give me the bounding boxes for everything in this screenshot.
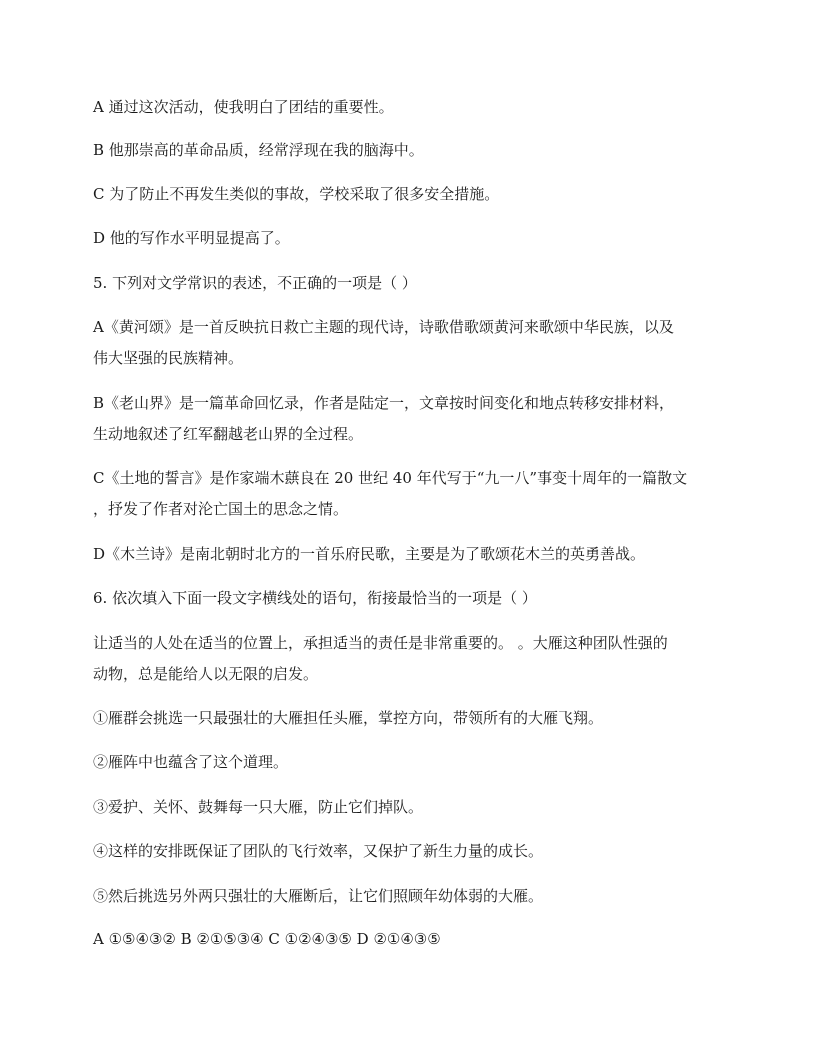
text-line: A《黄河颂》是一首反映抗日救亡主题的现代诗，诗歌借歌颂黄河来歌颂中华民族，以及 xyxy=(93,318,674,336)
text-line: B 他那崇高的革命品质，经常浮现在我的脑海中。 xyxy=(93,141,424,159)
q4-option-d xyxy=(93,223,733,254)
text-line: 生动地叙述了红军翻越老山界的全过程。 xyxy=(93,425,364,443)
text-line: D 他的写作水平明显提高了。 xyxy=(93,229,290,247)
text-line: D《木兰诗》是南北朝时北方的一首乐府民歌，主要是为了歌颂花木兰的英勇善战。 xyxy=(93,545,646,563)
q4-option-a xyxy=(93,92,733,123)
text-line: A ①⑤④③② B ②①⑤③④ C ①②④③⑤ D ②①④③⑤ xyxy=(93,930,441,948)
text-line: C《土地的誓言》是作家端木蕻良在 20 世纪 40 年代写于“九一八”事变十周年的一篇散文 xyxy=(93,469,688,487)
text-line: ⑤然后挑选另外两只强壮的大雁断后，让它们照顾年幼体弱的大雁。 xyxy=(93,887,544,905)
text-line: 让适当的人处在适当的位置上，承担适当的责任是非常重要的。 。大雁这种团队性强的 xyxy=(93,634,668,652)
q4-option-c xyxy=(93,179,733,210)
text-line: 6. 依次填入下面一段文字横线处的语句，衔接最恰当的一项是（ ） xyxy=(93,589,537,607)
q6-sentence-4 xyxy=(93,836,733,867)
text-line: 伟大坚强的民族精神。 xyxy=(93,349,244,367)
q6-passage xyxy=(93,628,733,690)
text-line: A 通过这次活动，使我明白了团结的重要性。 xyxy=(93,98,394,116)
q5-option-c xyxy=(93,463,733,525)
text-line: ③爱护、关怀、鼓舞每一只大雁，防止它们掉队。 xyxy=(93,798,424,816)
q4-option-b xyxy=(93,135,733,166)
q5-option-a xyxy=(93,312,733,374)
text-line: 动物，总是能给人以无限的启发。 xyxy=(93,665,319,683)
text-line: ①雁群会挑选一只最强壮的大雁担任头雁，掌控方向，带领所有的大雁飞翔。 xyxy=(93,709,604,727)
text-line: ④这样的安排既保证了团队的飞行效率，又保护了新生力量的成长。 xyxy=(93,842,544,860)
text-line: ②雁阵中也蕴含了这个道理。 xyxy=(93,753,289,771)
text-line: B《老山界》是一篇革命回忆录，作者是陆定一，文章按时间变化和地点转移安排材料， xyxy=(93,394,675,412)
q6-sentence-3 xyxy=(93,792,733,823)
q5-option-d xyxy=(93,539,733,570)
q5-option-b xyxy=(93,388,733,450)
text-line: ，抒发了作者对沦亡国土的思念之情。 xyxy=(93,500,349,518)
q6-sentence-2 xyxy=(93,747,733,778)
question-5 xyxy=(93,268,733,299)
text-line: C 为了防止不再发生类似的事故，学校采取了很多安全措施。 xyxy=(93,185,500,203)
q6-answer-options xyxy=(93,924,733,955)
question-6 xyxy=(93,583,733,614)
text-line: 5. 下列对文学常识的表述，不正确的一项是（ ） xyxy=(93,274,417,292)
q6-sentence-1 xyxy=(93,703,733,734)
q6-sentence-5 xyxy=(93,881,733,912)
